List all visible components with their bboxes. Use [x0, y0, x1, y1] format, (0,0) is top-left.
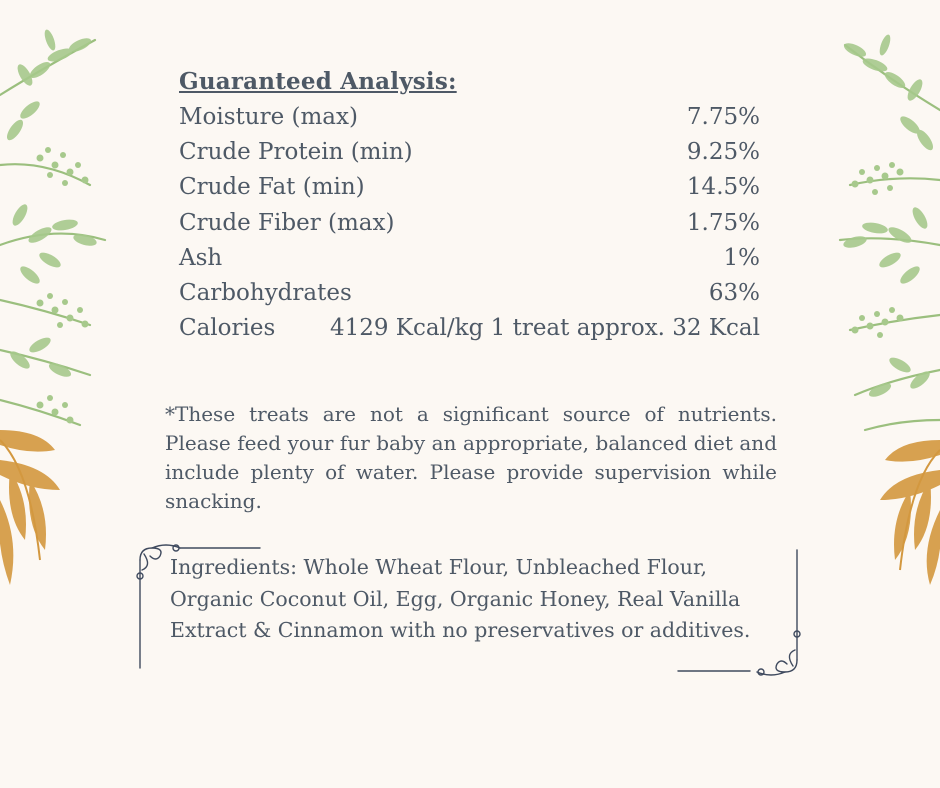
- analysis-row-calories: [179, 311, 760, 346]
- analysis-label: Crude Fiber (max): [179, 209, 395, 236]
- left-foliage-decoration: [0, 0, 115, 600]
- disclaimer-text: *These treats are not a significant source of nutrients. Please feed your fur baby an appropriate, balanced diet and include plenty of water. Please provide supervision while snacking.: [165, 402, 777, 513]
- analysis-row-crude-fat: [179, 170, 760, 205]
- guaranteed-analysis-section: [179, 68, 760, 346]
- analysis-row-crude-protein: [179, 135, 760, 170]
- analysis-value: 1%: [723, 244, 760, 271]
- analysis-value: 4129 Kcal/kg 1 treat approx. 32 Kcal: [329, 315, 760, 342]
- analysis-value: 1.75%: [686, 209, 760, 236]
- analysis-label: Crude Fat (min): [179, 174, 365, 201]
- analysis-row-ash: [179, 241, 760, 276]
- analysis-row-crude-fiber: [179, 206, 760, 241]
- analysis-value: 14.5%: [686, 174, 760, 201]
- ingredients-text: Ingredients: Whole Wheat Flour, Unbleached Flour, Organic Coconut Oil, Egg, Organic Honey, Real Vanilla Extract & Cinnamon with no preservatives or additives.: [170, 555, 751, 642]
- analysis-label: Calories: [179, 315, 276, 342]
- analysis-label: Ash: [179, 244, 223, 271]
- right-foliage-decoration: [830, 0, 940, 600]
- analysis-row-carbohydrates: [179, 276, 760, 311]
- analysis-label: Moisture (max): [179, 104, 358, 130]
- analysis-value: 7.75%: [686, 104, 760, 130]
- analysis-row-moisture: [179, 100, 760, 135]
- analysis-label: Carbohydrates: [179, 279, 352, 306]
- analysis-label: Crude Protein (min): [179, 139, 413, 166]
- analysis-title: Guaranteed Analysis:: [179, 68, 457, 95]
- analysis-value: 9.25%: [686, 139, 760, 166]
- analysis-value: 63%: [708, 279, 760, 306]
